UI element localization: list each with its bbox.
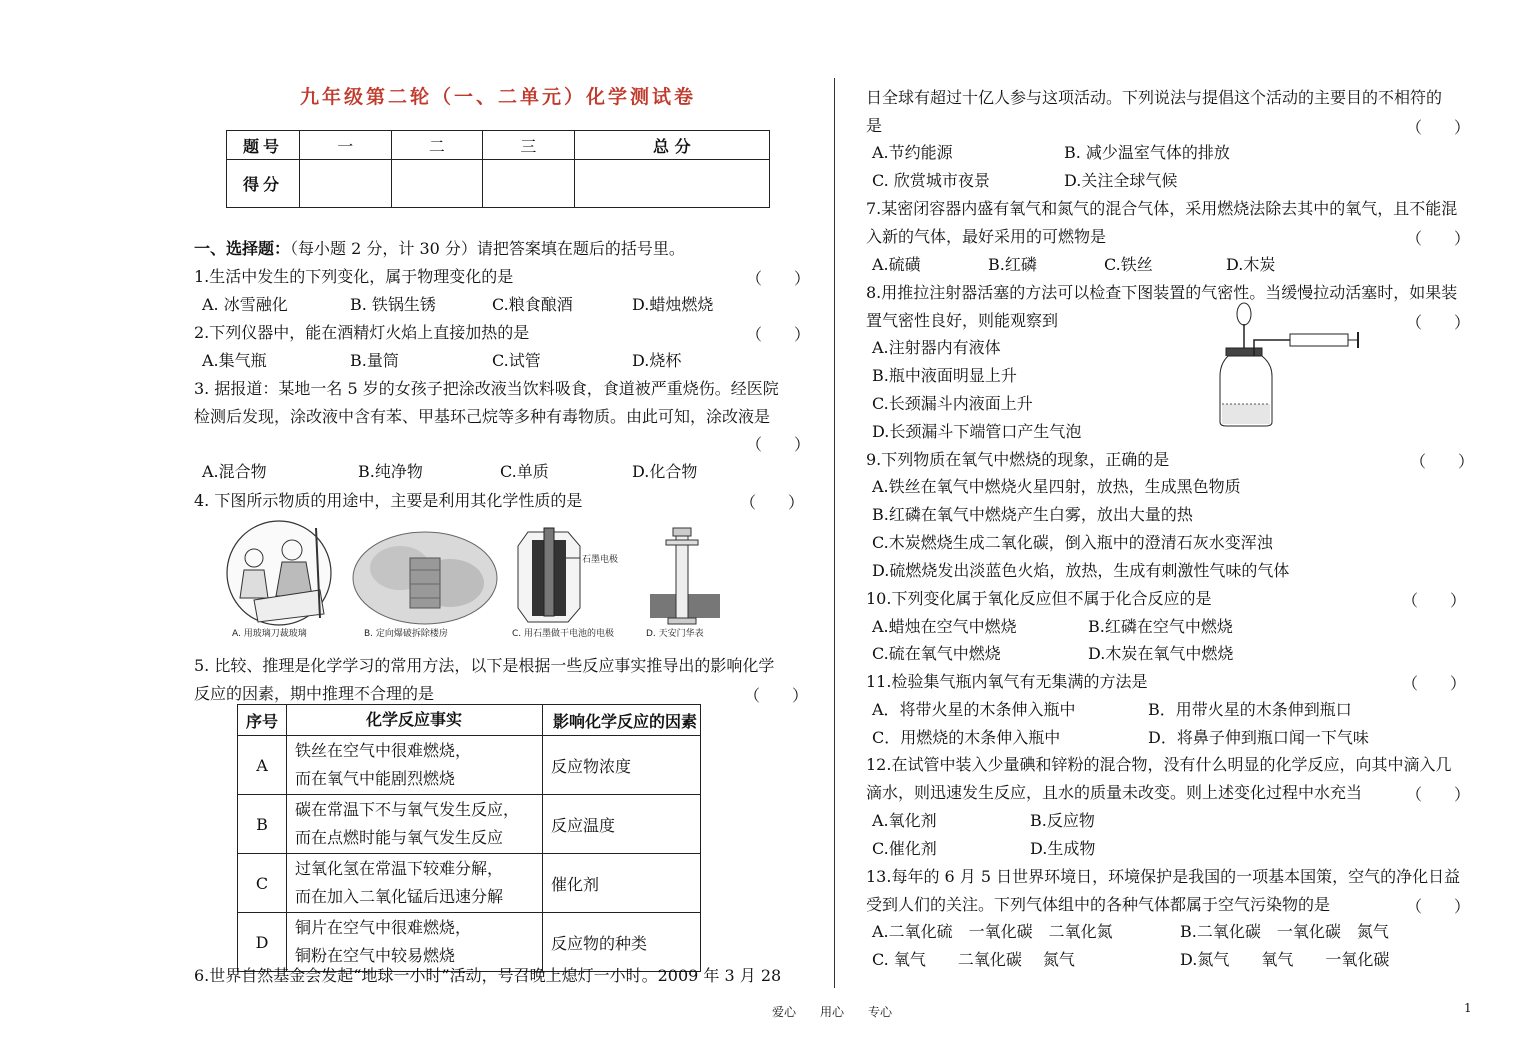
q9-stem: 9.下列物质在氧气中燃烧的现象，正确的是 — [866, 450, 1170, 469]
q6-option-d: D.关注全球气候 — [1064, 171, 1178, 190]
score-cell-1[interactable] — [300, 160, 392, 208]
footer-text: 爱心 用心 专心 — [772, 1005, 893, 1019]
row-factor: 反应温度 — [543, 795, 701, 854]
pillar-base-shape — [668, 618, 696, 624]
section-heading — [194, 236, 685, 259]
table-row — [238, 795, 701, 854]
q11-option-b: B．用带火星的木条伸到瓶口 — [1148, 700, 1352, 719]
q11-bracket[interactable]: （ ） — [1402, 674, 1467, 693]
q1-option-b: B. 铁锅生锈 — [350, 295, 436, 314]
q10-bracket[interactable]: （ ） — [1402, 591, 1467, 610]
pillar-cloud-plate-shape — [666, 540, 698, 545]
q3-stem-line1: 3. 据报道：某地一名 5 岁的女孩子把涂改液当饮料吸食，食道被严重烧伤。经医院 — [194, 379, 779, 398]
q8-option-c: C.长颈漏斗内液面上升 — [872, 394, 1033, 413]
q3-option-b: B.纯净物 — [358, 462, 423, 481]
score-cell-2[interactable] — [391, 160, 483, 208]
row-fact — [287, 854, 543, 913]
q9-option-b: B.红磷在氧气中燃烧产生白雾，放出大量的热 — [872, 505, 1193, 524]
q11-option-c: C．用燃烧的木条伸入瓶中 — [872, 728, 1061, 747]
q3-option-d: D.化合物 — [632, 462, 698, 481]
q5-stem-line2: 反应的因素，期中推理不合理的是 — [194, 684, 435, 703]
q8-bracket[interactable]: （ ） — [1406, 313, 1471, 332]
q5-stem-line1: 5. 比较、推理是化学学习的常用方法，以下是根据一些反应事实推导出的影响化学 — [194, 656, 775, 675]
q12-stem-line2: 滴水，则迅速发生反应，且水的质量未改变。则上述变化过程中水充当 — [866, 783, 1363, 802]
score-cell-total[interactable] — [574, 160, 769, 208]
q6-option-c: C. 欣赏城市夜景 — [872, 171, 990, 190]
q6-option-a: A.节约能源 — [872, 143, 953, 162]
row-factor: 反应物浓度 — [543, 736, 701, 795]
q4-caption-c: C. 用石墨做干电池的电极 — [512, 629, 615, 639]
row-id: D — [238, 913, 287, 972]
person-body-shape — [240, 570, 268, 598]
q3-bracket[interactable]: （ ） — [746, 435, 811, 454]
row-fact — [287, 795, 543, 854]
score-header-label: 题号 — [227, 131, 300, 160]
score-header-3: 三 — [483, 131, 575, 160]
q2-option-a: A.集气瓶 — [202, 351, 267, 370]
q7-stem-line2: 入新的气体，最好采用的可燃物是 — [866, 227, 1107, 246]
q4-caption-b: B. 定向爆破拆除楼房 — [364, 629, 448, 639]
table-row — [238, 854, 701, 913]
q7-option-b: B.红磷 — [988, 255, 1037, 274]
q8-option-d: D.长颈漏斗下端管口产生气泡 — [872, 422, 1082, 441]
row-fact-line1: 铁丝在空气中很难燃烧， — [295, 741, 472, 760]
q11-stem: 11.检验集气瓶内氧气有无集满的方法是 — [866, 672, 1148, 691]
q10-option-c: C.硫在氧气中燃烧 — [872, 644, 1001, 663]
liquid-shape — [1222, 404, 1270, 424]
row-fact-line2: 铜粉在空气中较易燃烧 — [295, 946, 456, 965]
q13-stem-line2: 受到人们的关注。下列气体组中的各种气体都属于空气污染物的是 — [866, 895, 1331, 914]
q1-option-c: C.粮食酿酒 — [492, 295, 573, 314]
q4-caption-a: A. 用玻璃刀裁玻璃 — [232, 629, 307, 639]
pillar-shape — [676, 536, 688, 620]
row-id: B — [238, 795, 287, 854]
q6-bracket[interactable]: （ ） — [1406, 118, 1471, 137]
stopper-shape — [1226, 348, 1262, 356]
q1-option-a: A. 冰雪融化 — [202, 295, 288, 314]
q12-option-a: A.氧化剂 — [872, 811, 937, 830]
q3-option-a: A.混合物 — [202, 462, 267, 481]
q2-option-d: D.烧杯 — [632, 351, 682, 370]
q4-image-huabiao — [640, 520, 726, 642]
q2-option-b: B.量筒 — [350, 351, 399, 370]
score-cell-3[interactable] — [483, 160, 575, 208]
q9-bracket[interactable]: （ ） — [1410, 452, 1475, 471]
q12-option-d: D.生成物 — [1030, 839, 1096, 858]
q9-option-a: A.铁丝在氧气中燃烧火星四射，放热，生成黑色物质 — [872, 477, 1241, 496]
q5-table — [237, 704, 701, 972]
graphite-rod-shape — [544, 528, 554, 616]
q2-stem: 2.下列仪器中，能在酒精灯火焰上直接加热的是 — [194, 323, 530, 342]
q5-header-factor: 影响化学反应的因素 — [543, 705, 701, 736]
row-id: A — [238, 736, 287, 795]
q1-option-d: D.蜡烛燃烧 — [632, 295, 714, 314]
row-fact-line1: 铜片在空气中很难燃烧， — [295, 918, 472, 937]
q1-bracket[interactable]: （ ） — [746, 269, 811, 288]
pillar-top-shape — [673, 528, 691, 536]
row-fact-line1: 过氧化氢在常温下较难分解， — [295, 859, 504, 878]
q4-image-battery — [510, 522, 636, 642]
q11-option-d: D．将鼻子伸到瓶口闻一下气味 — [1148, 728, 1369, 747]
q13-option-d: D.氮气 氧气 一氧化碳 — [1180, 950, 1390, 969]
funnel-top-shape — [1237, 303, 1251, 325]
q3-stem-line2: 检测后发现，涂改液中含有苯、甲基环己烷等多种有毒物质。由此可知，涂改液是 — [194, 407, 771, 426]
syringe-barrel-shape — [1290, 334, 1348, 346]
score-table — [226, 130, 770, 208]
q7-option-a: A.硫磺 — [872, 255, 921, 274]
row-fact-line2: 而在加入二氧化锰后迅速分解 — [295, 887, 504, 906]
score-header-2: 二 — [391, 131, 483, 160]
q4-stem: 4. 下图所示物质的用途中，主要是利用其化学性质的是 — [194, 491, 583, 510]
building-shape — [410, 558, 440, 608]
page-number: 1 — [1464, 1001, 1472, 1015]
row-fact-line2: 而在氧气中能剧烈燃烧 — [295, 769, 456, 788]
section-heading-desc: （每小题 2 分，计 30 分）请把答案填在题后的括号里。 — [290, 239, 685, 258]
q12-option-b: B.反应物 — [1030, 811, 1095, 830]
row-fact — [287, 736, 543, 795]
q4-image-demolition — [350, 528, 500, 642]
q4-caption-d: D. 天安门华表 — [646, 629, 704, 639]
q7-option-c: C.铁丝 — [1104, 255, 1153, 274]
score-row-label: 得分 — [227, 160, 300, 208]
q13-option-a: A.二氧化硫 一氧化碳 二氧化氮 — [872, 922, 1113, 941]
q4-image-glass-cutting — [224, 518, 334, 642]
row-id: C — [238, 854, 287, 913]
page-title: 九年级第二轮（一、二单元）化学测试卷 — [300, 86, 697, 108]
q8-option-a: A.注射器内有液体 — [872, 338, 1001, 357]
q4-bracket[interactable]: （ ） — [740, 493, 805, 512]
q5-header-id: 序号 — [238, 705, 287, 736]
q2-bracket[interactable]: （ ） — [746, 325, 811, 344]
graphite-electrode-label: 石墨电极 — [582, 555, 619, 565]
q10-option-b: B.红磷在空气中燃烧 — [1088, 617, 1233, 636]
q13-option-b: B.二氧化碳 一氧化碳 氮气 — [1180, 922, 1389, 941]
q10-option-d: D.木炭在氧气中燃烧 — [1088, 644, 1234, 663]
row-fact-line1: 碳在常温下不与氧气发生反应， — [295, 800, 520, 819]
table-row — [238, 736, 701, 795]
row-factor: 反应物的种类 — [543, 913, 701, 972]
q13-bracket[interactable]: （ ） — [1406, 897, 1471, 916]
row-fact-line2: 而在点燃时能与氧气发生反应 — [295, 828, 504, 847]
q2-option-c: C.试管 — [492, 351, 541, 370]
q8-apparatus-image — [1216, 300, 1362, 430]
row-factor: 催化剂 — [543, 854, 701, 913]
q1-stem: 1.生活中发生的下列变化，属于物理变化的是 — [194, 267, 514, 286]
q9-option-c: C.木炭燃烧生成二氧化碳，倒入瓶中的澄清石灰水变浑浊 — [872, 533, 1273, 552]
q8-stem-line2: 置气密性良好，则能观察到 — [866, 311, 1059, 330]
q13-option-c: C. 氧气 二氧化碳 氮气 — [872, 950, 1075, 969]
q6-stem-line2: 日全球有超过十亿人参与这项活动。下列说法与提倡这个活动的主要目的不相符的 — [866, 88, 1443, 107]
q12-option-c: C.催化剂 — [872, 839, 937, 858]
q6-stem-line1: 6.世界自然基金会发起“地球一小时”活动，号召晚上熄灯一小时。2009 年 3 月 28 — [194, 966, 782, 985]
q5-bracket[interactable]: （ ） — [744, 686, 809, 705]
q7-stem-line1: 7.某密闭容器内盛有氧气和氮气的混合气体，采用燃烧法除去其中的氧气，且不能混 — [866, 199, 1458, 218]
q10-stem: 10.下列变化属于氧化反应但不属于化合反应的是 — [866, 589, 1212, 608]
q13-stem-line1: 13.每年的 6 月 5 日世界环境日，环境保护是我国的一项基本国策，空气的净化日益 — [866, 867, 1461, 886]
column-divider — [834, 78, 835, 988]
q12-bracket[interactable]: （ ） — [1406, 785, 1471, 804]
q7-bracket[interactable]: （ ） — [1406, 229, 1471, 248]
score-header-1: 一 — [300, 131, 392, 160]
score-header-total: 总 分 — [574, 131, 769, 160]
q11-option-a: A．将带火星的木条伸入瓶中 — [872, 700, 1076, 719]
q8-option-b: B.瓶中液面明显上升 — [872, 366, 1017, 385]
worker-body-shape — [276, 562, 312, 596]
q7-option-d: D.木炭 — [1226, 255, 1276, 274]
q9-option-d: D.硫燃烧发出淡蓝色火焰，放热，生成有刺激性气味的气体 — [872, 561, 1290, 580]
q3-option-c: C.单质 — [500, 462, 549, 481]
q6-stem-line3: 是 — [866, 116, 883, 135]
q6-option-b: B. 减少温室气体的排放 — [1064, 143, 1230, 162]
q8-stem-line1: 8.用推拉注射器活塞的方法可以检查下图装置的气密性。当缓慢拉动活塞时，如果装 — [866, 283, 1458, 302]
q10-option-a: A.蜡烛在空气中燃烧 — [872, 617, 1017, 636]
q5-header-fact: 化学反应事实 — [287, 705, 543, 736]
section-heading-label: 一、选择题： — [194, 239, 291, 258]
q12-stem-line1: 12.在试管中装入少量碘和锌粉的混合物，没有什么明显的化学反应，向其中滴入几 — [866, 755, 1452, 774]
